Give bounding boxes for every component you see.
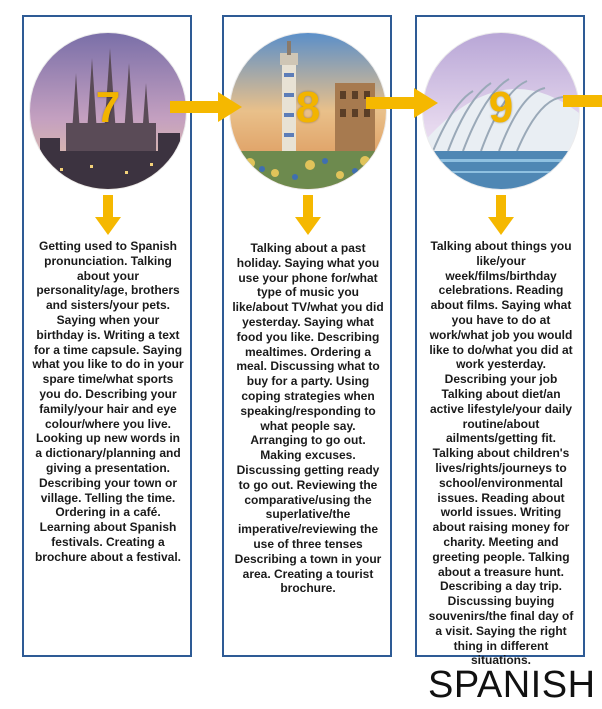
down-arrow-icon [295, 195, 321, 235]
park-guell-tower-photo [230, 33, 386, 189]
topics-text: Getting used to Spanish pronunciation. Talking about your personality/age, brothers and sisters/your pets. Saying when your birthday is. Writing a text for a time capsule. Saying what you like to do in your spare time/what sports you do. Describing your family/your hair and eye colour/where you live. Looking up new words in a dictionary/planning and giving a presentation. Describing your town or village. Telling the time. Ordering in a café. Learning about Spanish festivals. Creating a brochure about a festival. [32, 239, 184, 564]
right-arrow-icon [366, 88, 438, 118]
down-arrow-icon [95, 195, 121, 235]
barcelona-cathedral-photo [30, 33, 186, 189]
subject-title: SPANISH [428, 664, 596, 706]
right-arrow-icon [170, 92, 242, 122]
topics-text: Talking about a past holiday. Saying what you use your phone for/what type of music you like/about TV/what you did yesterday. Saying what food you like. Describing mealtimes. Ordering a meal. Discussing what to buy for a party. Using coping strategies when speaking/responding to what people say. Arranging to go out. Making excuses. Discussing getting ready to go out. Reviewing the comparative/using the superlative/the imperative/reviewing the use of three tenses Describing a town in your area. Creating a tourist brochure. [232, 241, 384, 596]
year-number: 9 [488, 83, 514, 132]
panel-year-9 [415, 15, 585, 668]
right-arrow-icon [563, 86, 602, 116]
valencia-arts-sciences-photo [423, 33, 579, 189]
topics-text: Talking about things you like/your week/films/birthday celebrations. Reading about films. Saying what you have to do at work/what job you would like to do/what you did at work yesterday. Describing your job Talking about diet/an active lifestyle/your daily routine/about ailments/getting fit. Talking about children's lives/rights/journeys to school/environmental issues. Reading about world issues. Writing about raising money for charity. Meeting and greeting people. Talking about a treasure hunt. Describing a day trip. Discussing buying souvenirs/the final day of a visit. Saying the right thing in different situations. [428, 239, 574, 668]
panel-year-7 [22, 15, 192, 657]
year-number: 7 [95, 83, 121, 132]
down-arrow-icon [488, 195, 514, 235]
year-number: 8 [295, 83, 321, 132]
